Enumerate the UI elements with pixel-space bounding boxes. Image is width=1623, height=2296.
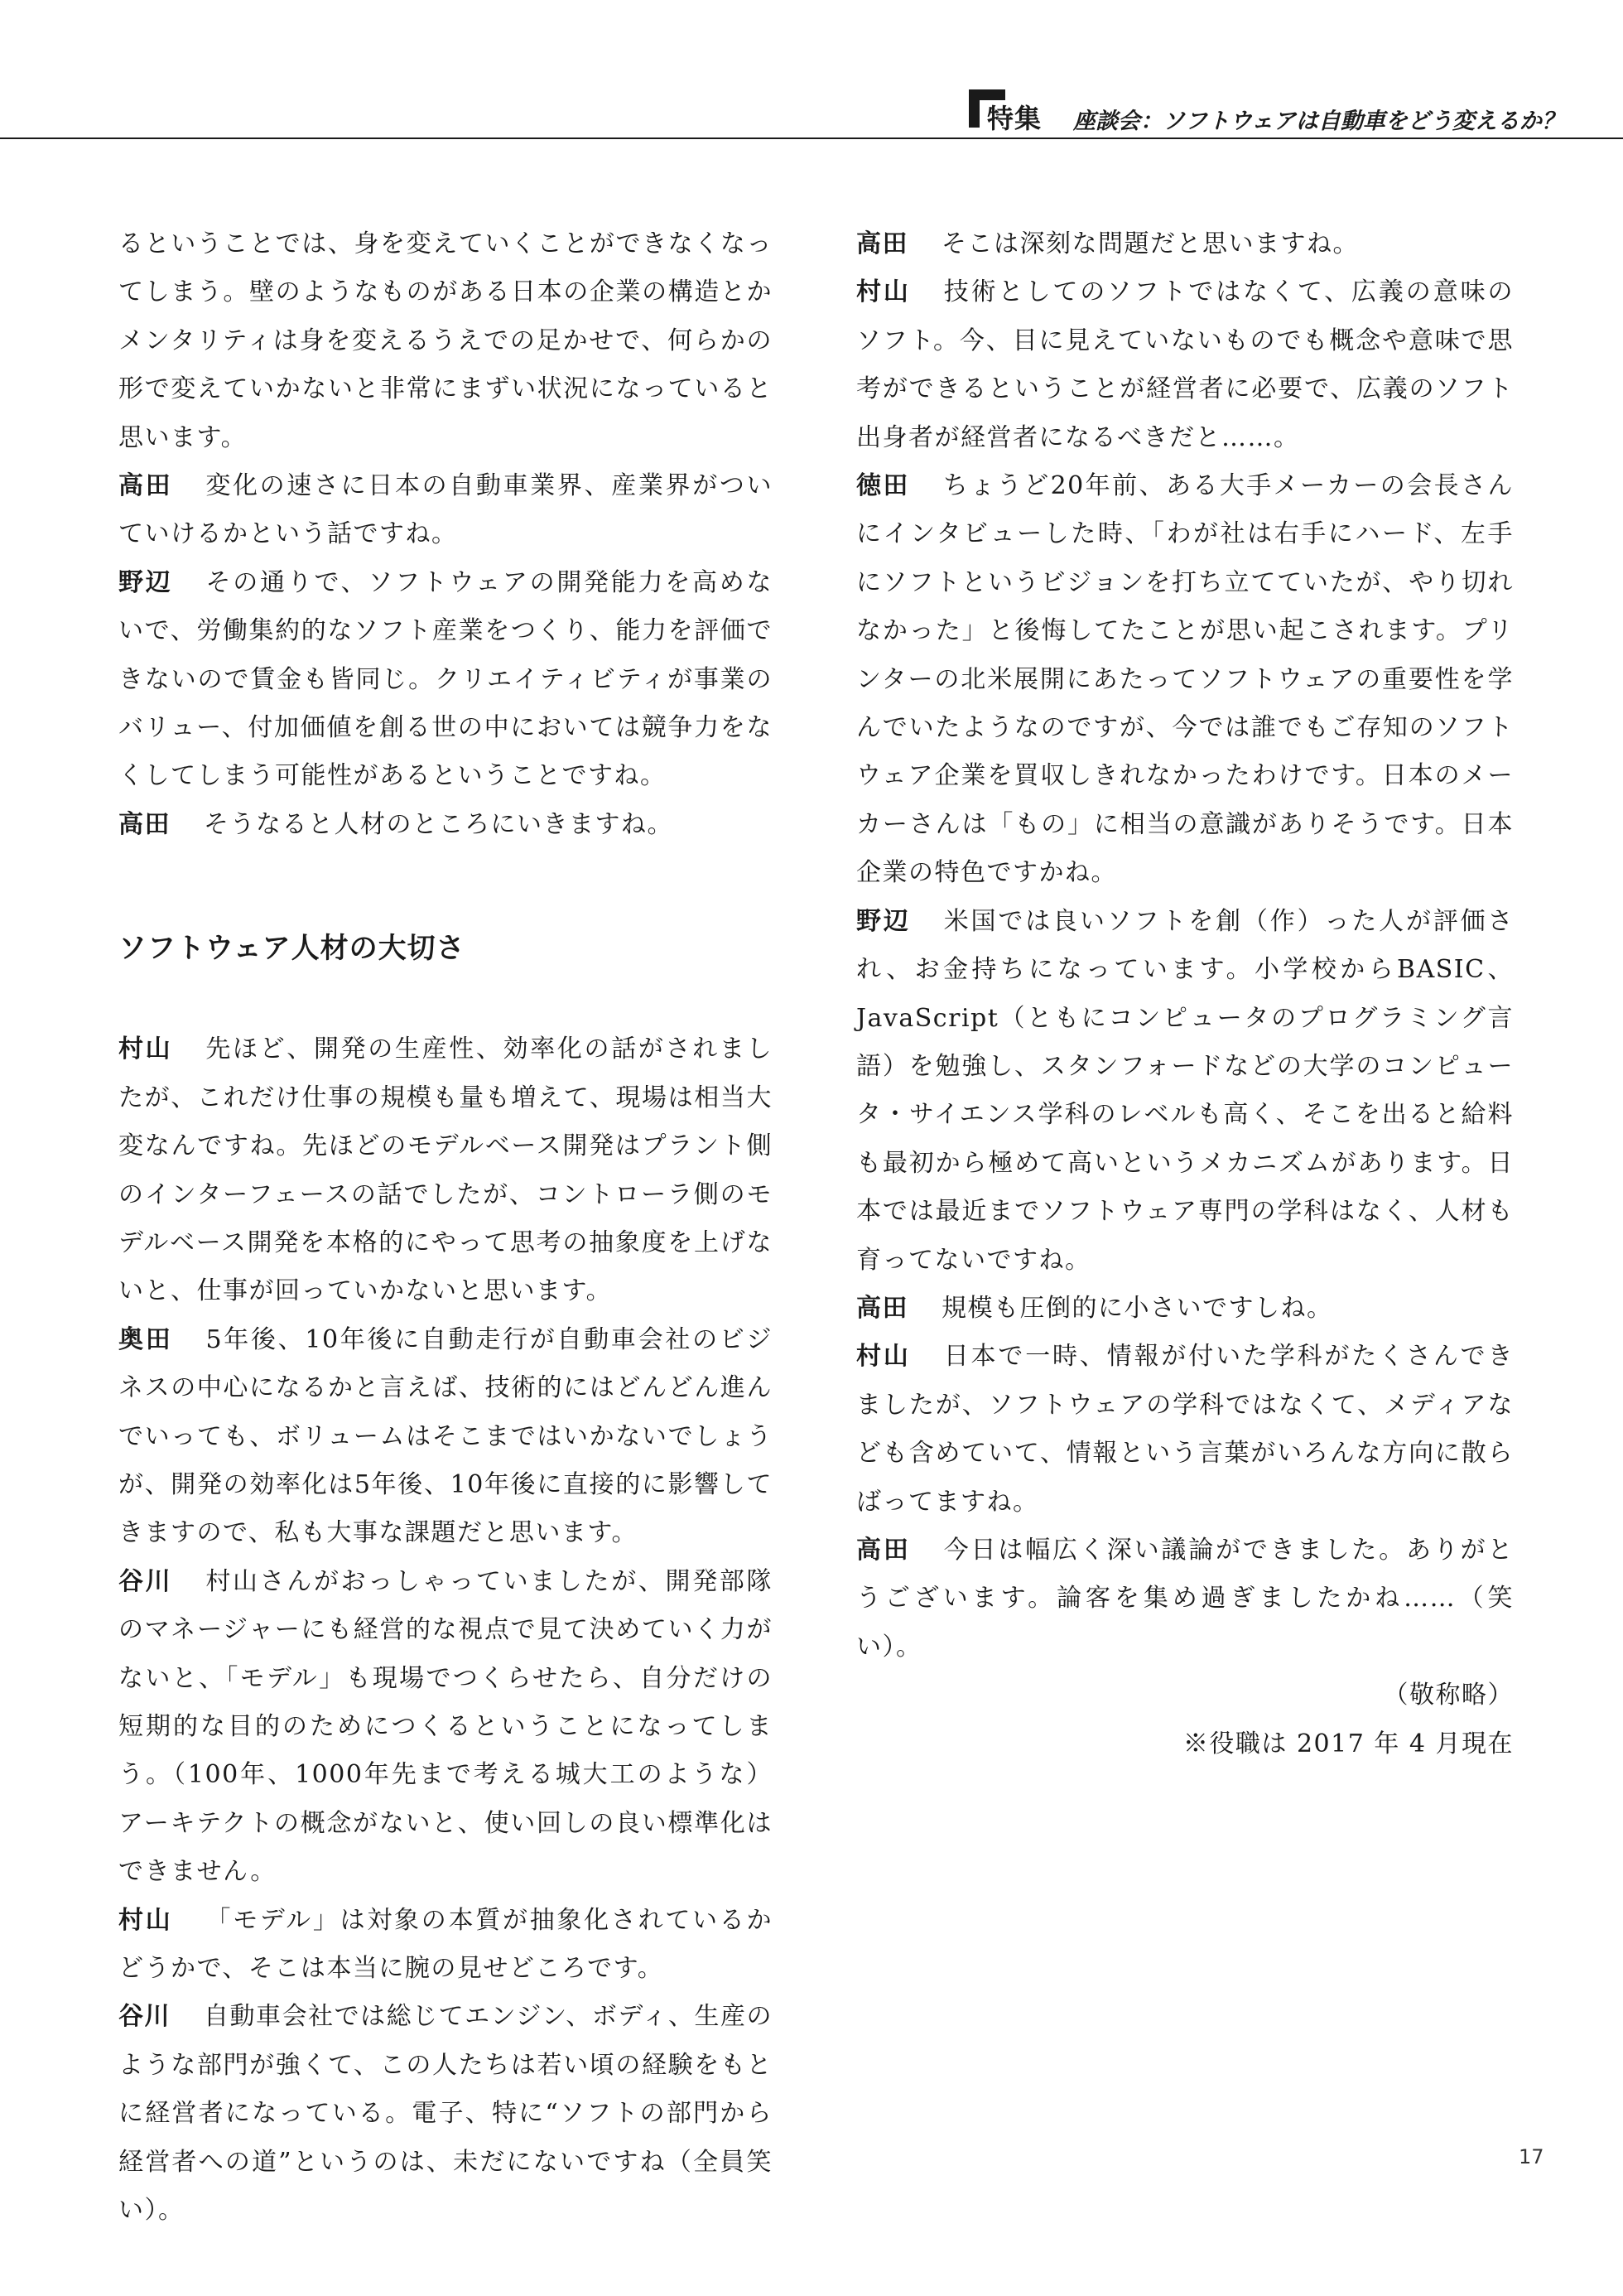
speaker-name: 村山: [856, 1342, 911, 1372]
dialogue-turn: [856, 268, 1514, 462]
speaker-name: 野辺: [118, 567, 173, 597]
right-column: [856, 220, 1514, 1768]
dialogue-turn: [856, 220, 1514, 268]
dialogue-turn: [118, 1025, 773, 1315]
page-header: [0, 0, 1623, 142]
dialogue-turn: [118, 1558, 773, 1897]
dialogue-turn: [856, 1285, 1514, 1333]
turn-text: そうなると人材のところにいきますね。: [204, 809, 673, 839]
turn-text: 変化の速さに日本の自動車業界、産業界がついていけるかという話ですね。: [118, 471, 773, 549]
dialogue-turn: [118, 1993, 773, 2235]
speaker-name: 高田: [118, 809, 171, 839]
section-heading: ソフトウェア人材の大切さ: [118, 932, 465, 966]
left-column: [118, 220, 773, 2235]
speaker-name: 奥田: [118, 1324, 173, 1354]
dialogue-turn: [118, 1897, 773, 1994]
speaker-name: 村山: [118, 1905, 173, 1935]
dialogue-turn: [118, 462, 773, 559]
turn-text: 村山さんがおっしゃっていましたが、開発部隊のマネージャーにも経営的な視点で見て決めていく力がないと、「モデル」も現場でつくらせたら、自分だけの短期的な目的のためにつくるということになってしまう。（100年、1000年先まで考える城大工のような）アーキテクトの概念がないと、使い回しの良い標準化はできません。: [118, 1566, 773, 1887]
page-number: 17: [1519, 2145, 1544, 2168]
running-title: 座談会：ソフトウェアは自動車をどう変えるか？: [1073, 109, 1564, 134]
turn-text: ちょうど20年前、ある大手メーカーの会長さんにインタビューした時、「わが社は右手にハード、左手にソフトというビジョンを打ち立てていたが、やり切れなかった」と後悔してたことが思い起こされます。プリンターの北米展開にあたってソフトウェアの重要性を学んでいたようなのですが、今では誰でもご存知のソフトウェア企業を買収しきれなかったわけです。日本のメーカーさんは「もの」に相当の意識がありそうです。日本企業の特色ですかね。: [856, 471, 1514, 888]
honorific-note: （敬称略）: [1383, 1681, 1514, 1710]
speaker-name: 村山: [856, 277, 911, 307]
header-rule: [0, 137, 1623, 139]
speaker-name: 谷川: [118, 2002, 171, 2032]
speaker-name: 村山: [118, 1035, 173, 1064]
speaker-name: 野辺: [856, 906, 911, 936]
position-footnote: ※役職は 2017 年 4 月現在: [1182, 1729, 1514, 1758]
speaker-name: 谷川: [118, 1566, 173, 1596]
dialogue-turn: [118, 559, 773, 801]
turn-text: 自動車会社では総じてエンジン、ボディ、生産のような部門が強くて、この人たちは若い頃の経験をもとに経営者になっている。電子、特に“ソフトの部門から経営者への道”というのは、未だにないですね（全員笑い）。: [118, 2002, 773, 2226]
turn-text: 技術としてのソフトではなくて、広義の意味のソフト。今、目に見えていないものでも概念や意味で思考ができるということが経営者に必要で、広義のソフト出身者が経営者になるべきだと……。: [856, 277, 1514, 452]
speaker-name: 高田: [856, 1293, 908, 1323]
turn-text: そこは深刻な問題だと思いますね。: [942, 229, 1359, 258]
section-label: 特集: [987, 103, 1043, 134]
turn-text: 今日は幅広く深い議論ができました。ありがとうございます。論客を集め過ぎましたかね……（笑い）。: [856, 1535, 1515, 1662]
speaker-name: 高田: [856, 1535, 911, 1565]
intro-paragraph: るということでは、身を変えていくことができなくなってしまう。壁のようなものがある日本の企業の構造とかメンタリティは身を変えるうえでの足かせで、何らかの形で変えていかないと非常にまずい状況になっていると思います。: [118, 229, 773, 452]
dialogue-turn: [856, 1527, 1514, 1671]
turn-text: 日本で一時、情報が付いた学科がたくさんできましたが、ソフトウェアの学科ではなくて、メディアなども含めていて、情報という言葉がいろんな方向に散らばってますね。: [856, 1342, 1515, 1517]
dialogue-turn: [118, 801, 773, 849]
dialogue-turn: [856, 1333, 1514, 1527]
turn-text: その通りで、ソフトウェアの開発能力を高めないで、労働集約的なソフト産業をつくり、能力を評価できないので賃金も皆同じ。クリエイティビティが事業のバリュー、付加価値を創る世の中においては競争力をなくしてしまう可能性があるということですね。: [118, 567, 773, 791]
turn-text: 5年後、10年後に自動走行が自動車会社のビジネスの中心になるかと言えば、技術的にはどんどん進んでいっても、ボリュームはそこまではいかないでしょうが、開発の効率化は5年後、10年後に直接的に影響してきますので、私も大事な課題だと思います。: [118, 1324, 773, 1548]
speaker-name: 高田: [856, 229, 908, 258]
speaker-name: 徳田: [856, 471, 910, 501]
turn-text: 「モデル」は対象の本質が抽象化されているかどうかで、そこは本当に腕の見せどころです。: [118, 1905, 773, 1983]
speaker-name: 高田: [118, 471, 173, 501]
dialogue-turn: [856, 462, 1514, 898]
dialogue-turn: [118, 1316, 773, 1558]
turn-text: 規模も圧倒的に小さいですしね。: [942, 1293, 1333, 1323]
turn-text: 米国では良いソフトを創（作）った人が評価され、お金持ちになっています。小学校からBASIC、JavaScript（ともにコンピュータのプログラミング言語）を勉強し、スタンフォードなどの大学のコンピュータ・サイエンス学科のレベルも高く、そこを出ると給料も最初から極めて高いというメカニズムがあります。日本では最近までソフトウェア専門の学科はなく、人材も育ってないですね。: [856, 906, 1515, 1275]
turn-text: 先ほど、開発の生産性、効率化の話がされましたが、これだけ仕事の規模も量も増えて、現場は相当大変なんですね。先ほどのモデルベース開発はプラント側のインターフェースの話でしたが、コントローラ側のモデルベース開発を本格的にやって思考の抽象度を上げないと、仕事が回っていかないと思います。: [118, 1035, 773, 1306]
dialogue-turn: [856, 898, 1514, 1285]
